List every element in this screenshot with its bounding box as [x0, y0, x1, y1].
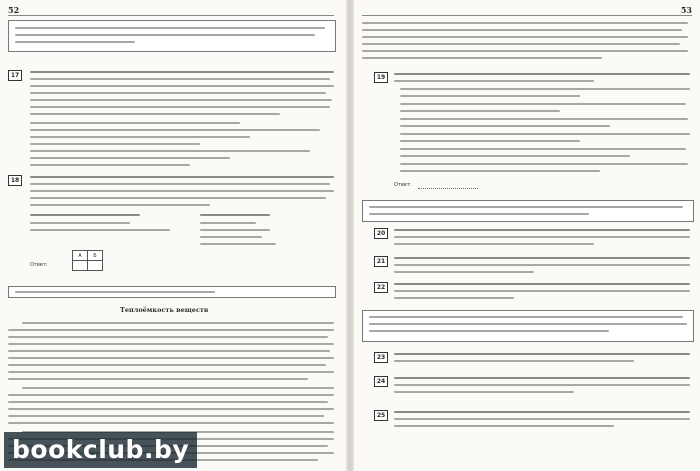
answer-cell-b[interactable] [88, 261, 103, 271]
right-page [354, 0, 700, 471]
instruction-box [362, 200, 694, 222]
answer-cell-a[interactable] [73, 261, 88, 271]
answer-header-a: А [73, 251, 88, 261]
page-number-left: 52 [8, 5, 20, 15]
section-heading: Теплоёмкость веществ [120, 306, 209, 314]
task-number: 18 [8, 175, 22, 186]
task-number: 19 [374, 72, 388, 83]
page-number-right: 53 [680, 5, 692, 15]
left-page [0, 0, 346, 471]
answer-header-b: Б [88, 251, 103, 261]
task-number: 22 [374, 282, 388, 293]
header-rule [8, 15, 334, 16]
task-number: 24 [374, 376, 388, 387]
task-number: 25 [374, 410, 388, 421]
instruction-box [8, 20, 336, 52]
task-number: 23 [374, 352, 388, 363]
reading-instruction-box [8, 286, 336, 298]
instruction-box [362, 310, 694, 342]
book-gutter [346, 0, 354, 471]
task-number: 17 [8, 70, 22, 81]
answer-table [72, 250, 103, 271]
watermark-banner: bookclub.by [4, 432, 197, 468]
answer-label: Ответ: [30, 262, 48, 268]
answer-label: Ответ: [394, 182, 412, 188]
task-number: 20 [374, 228, 388, 239]
task-number: 21 [374, 256, 388, 267]
answer-line[interactable] [418, 188, 478, 189]
header-rule [362, 15, 692, 16]
